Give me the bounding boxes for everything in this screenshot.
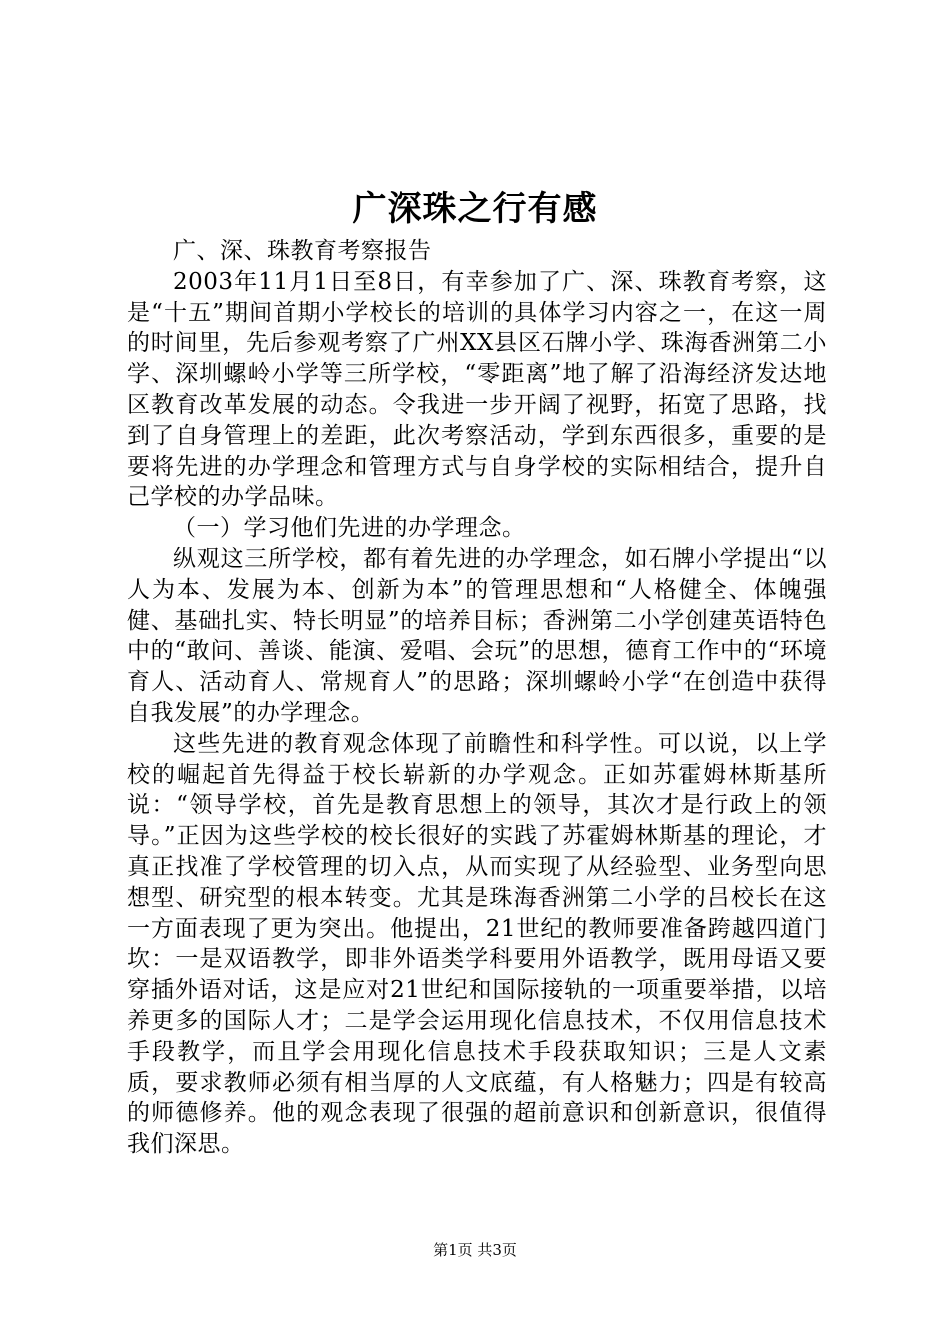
document-body <box>127 236 827 1160</box>
paragraph-school-concepts: 纵观这三所学校，都有着先进的办学理念，如石牌小学提出“以人为本、发展为本、创新为本”的管理思想和“人格健全、体魄强健、基础扎实、特长明显”的培养目标；香洲第二小学创建英语特色中的“敢问、善谈、能演、爱唱、会玩”的思想，德育工作中的“环境育人、活动育人、常规育人”的思路；深圳螺岭小学“在创造中获得自我发展”的办学理念。 <box>127 545 827 726</box>
paragraph-subtitle: 广、深、珠教育考察报告 <box>173 238 432 264</box>
page-footer: 第1页 共3页 <box>433 1241 517 1259</box>
paragraph-intro: 2003年11月1日至8日，有幸参加了广、深、珠教育考察，这是“十五”期间首期小学校长的培训的具体学习内容之一，在这一周的时间里，先后参观考察了广州XX县区石牌小学、珠海香洲第二小学、深圳螺岭小学等三所学校，“零距离”地了解了沿海经济发达地区教育改革发展的动态。令我进一步开阔了视野，拓宽了思路，找到了自身管理上的差距，此次考察活动，学到东西很多，重要的是要将先进的办学理念和管理方式与自身学校的实际相结合，提升自己学校的办学品味。 <box>127 268 827 511</box>
paragraph-section-heading: （一）学习他们先进的办学理念。 <box>173 515 526 542</box>
document-title: 广深珠之行有感 <box>352 189 598 229</box>
paragraph-analysis: 这些先进的教育观念体现了前瞻性和科学性。可以说，以上学校的崛起首先得益于校长崭新的办学观念。正如苏霍姆林斯基所说：“领导学校，首先是教育思想上的领导，其次才是行政上的领导。”正因为这些学校的校长很好的实践了苏霍姆林斯基的理论，才真正找准了学校管理的切入点，从而实现了从经验型、业务型向思想型、研究型的根本转变。尤其是珠海香洲第二小学的吕校长在这一方面表现了更为突出。他提出，21世纪的教师要准备跨越四道门坎：一是双语教学，即非外语类学科要用外语教学，既用母语又要穿插外语对话，这是应对21世纪和国际接轨的一项重要举措，以培养更多的国际人才；二是学会运用现化信息技术，不仅用信息技术手段教学，而且学会用现化信息技术手段获取知识；三是人文素质，要求教师必须有相当厚的人文底蕴，有人格魅力；四是有较高的师德修养。他的观念表现了很强的超前意识和创新意识，很值得我们深思。 <box>127 730 827 1158</box>
